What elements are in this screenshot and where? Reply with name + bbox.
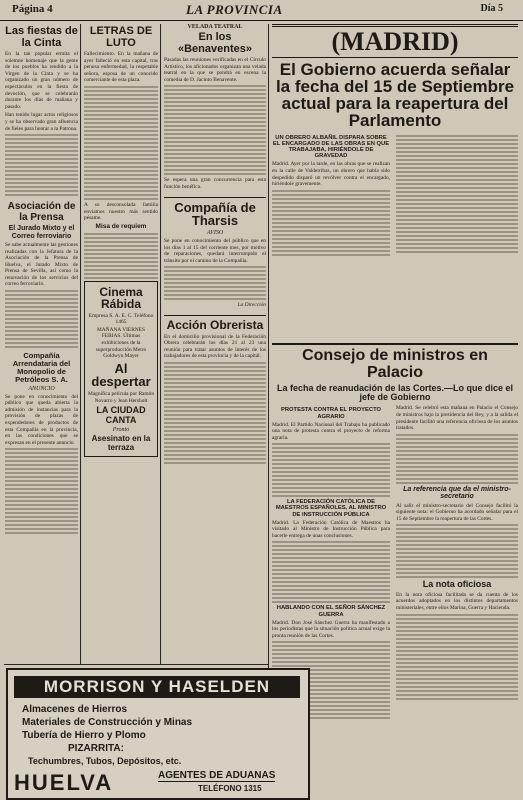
headline-consejo-ministros: Consejo de ministros en Palacio xyxy=(272,343,518,382)
ad-line-pizarrita: PIZARRITA: xyxy=(68,743,124,754)
film-title: Al despertar xyxy=(91,360,151,390)
subheadline-sanchez-guerra: HABLANDO CON EL SEÑOR SÁNCHEZ GUERRA xyxy=(276,605,386,618)
text-lines xyxy=(396,434,518,484)
headline-accion-obrerista: Acción Obrerista xyxy=(164,315,266,332)
article-text: Fallecimiento. En la mañana de ayer falleció en esta capital, tras penosa enfermedad, la respetable señora, esposa de un conocido comerciante de esta plaza. xyxy=(84,51,158,84)
article-text: Pasadas las reuniones verificadas en el Círculo Artístico, los aficionados organizan una velada teatral en la que se pondrá en escena la comedia de D. Jacinto Benavente. xyxy=(164,57,266,83)
ad-line-techumbres: Techumbres, Tubos, Depósitos, etc. xyxy=(28,756,182,766)
cinema-name: Cinema Rábida xyxy=(99,284,143,312)
ad-agentes-aduanas: AGENTES DE ADUANAS xyxy=(158,770,276,781)
page-header xyxy=(0,0,523,21)
news-col-b xyxy=(396,133,518,255)
article-text: Se espera una gran concurrencia para esta función benéfica. xyxy=(164,177,266,191)
cinema-program: MAÑANA VIERNES FERIAS. Últimas exhibiciones de la superproducción Metro Goldwyn Mayer xyxy=(95,326,147,360)
film-title-next: LA CIUDAD CANTA xyxy=(96,405,146,425)
text-lines xyxy=(396,524,518,578)
section-velada: VELADA TEATRAL xyxy=(187,24,243,30)
subheadline-jurado-mixto: El Jurado Mixto y el Correo ferroviario xyxy=(8,225,75,240)
page-number: Página 4 xyxy=(12,3,53,15)
ad-top-rule xyxy=(4,664,268,665)
text-lines xyxy=(396,614,518,700)
text-lines xyxy=(164,85,266,175)
ad-phone: TELÉFONO 1315 xyxy=(198,784,262,793)
headline-tharsis: Compañía de Tharsis xyxy=(164,197,266,228)
news-col-d xyxy=(396,405,518,796)
subheadline-protesta: PROTESTA CONTRA EL PROYECTO AGRARIO xyxy=(280,407,382,420)
article-text: Madrid. Se celebró esta mañana en Palacio el Consejo de ministros bajo la presidencia del Rey, y a la salida el presidente facilitó una referencia oficiosa de los asuntos tratados. xyxy=(396,405,518,432)
article-text: En el domicilio provisional de la Federación Obrera celebrarán los días 21 al 23 una reunión para tratar asuntos de interés de los trabajadores de esta provincia y de la capital. xyxy=(164,333,266,360)
cinema-company: Empresa S. A. E. C. Teléfono 1465 xyxy=(88,312,154,325)
ad-line-materiales: Materiales de Construcción y Minas xyxy=(22,717,193,728)
text-lines xyxy=(84,86,158,200)
cinema-rabida-ad xyxy=(84,281,158,457)
text-lines xyxy=(5,290,78,348)
column-rule xyxy=(80,24,81,664)
masthead: LA PROVINCIA xyxy=(186,2,283,17)
news-block-top xyxy=(272,133,518,343)
film-cast: Magnífica película por Ramón Novarro y Jean Hersholt xyxy=(88,391,155,404)
article-text: Han tenido lugar actos religiosos y se ha observado gran afluencia de fieles para honrar a la Patrona. xyxy=(5,112,78,132)
headline-letras-luto: LETRAS DE LUTO xyxy=(89,25,153,49)
main-headline: El Gobierno acuerda señalar la fecha del 15 de Septiembre actual para la reapertura del Parlamento xyxy=(275,60,515,130)
morrison-haselden-ad xyxy=(6,668,310,800)
headline-nota-oficiosa: La nota oficiosa xyxy=(422,579,492,590)
article-text: Se pone en conocimiento del público que en los días 1 al 15 del corriente mes, por motivo de reparaciones, quedará interrumpido el tránsito por el camino de la Compañía. xyxy=(164,237,266,264)
headline-asociacion-prensa: Asociación de la Prensa xyxy=(7,201,76,223)
film-title-asesinato: Asesinato en la terraza xyxy=(91,434,151,452)
section-madrid: (MADRID) xyxy=(272,24,518,58)
subheadline-cortes: La fecha de reanudación de las Cortes.—Lo que dice el jefe de Gobierno xyxy=(276,382,514,403)
ad-line-almacenes: Almacenes de Hierros xyxy=(22,704,128,715)
article-text: Madrid. Don José Sánchez Guerra ha manifestado a los periodistas que la situación política actual exige la pronta reunión de las Cortes. xyxy=(272,619,390,639)
column-2 xyxy=(84,24,158,662)
film-pronto: Pronto xyxy=(112,427,130,434)
subheadline-referencia: La referencia que da el ministro-secretario xyxy=(403,485,511,501)
headline-benaventes: En los «Benaventes» xyxy=(178,31,252,55)
article-text: Se pone en conocimiento del público que queda abierta la admisión de instancias para la provisión de plazas de expendedores de productos de esta Compañía en la provincia, en las condiciones que se expresan en el presente anuncio. xyxy=(5,393,78,446)
anuncio-label: ANUNCIO xyxy=(28,385,55,392)
article-text: Madrid. Ayer por la tarde, en las obras que se realizan en la calle de Valderribas, un obrero que había sido despedido disparó un revólver contra el encargado, hiriéndole gravemente. xyxy=(272,161,390,188)
article-text: A su desconsolada familia enviamos nuestro más sentido pésame. xyxy=(84,202,158,222)
column-3 xyxy=(164,24,266,662)
text-lines xyxy=(84,233,158,279)
article-text: Se sabe actualmente las gestiones realizadas con la Jefatura de la Asociación de la Prensa de Huelva, el Jurado Mixto de Prensa de Sevilla, así como la renovación de los servicios del correo ferroviario. xyxy=(5,241,78,288)
text-lines xyxy=(272,190,390,256)
ad-line-tuberia: Tubería de Hierro y Plomo xyxy=(22,730,146,741)
subheadline-misa: Misa de requiem xyxy=(95,222,147,230)
aviso-label: AVISO xyxy=(206,229,224,236)
headline-petroleos: Compañía Arrendataria del Monopolio de Petróleos S. A. xyxy=(12,351,71,384)
signature: La Dirección xyxy=(237,302,266,309)
text-lines xyxy=(5,134,78,196)
article-text: Al salir el ministro-secretario del Consejo facilitó la siguiente nota: el Gobierno ha acordado señalar para el 15 de Septiembre la reapertura de las Cortes. xyxy=(396,502,518,522)
article-text: En la tan popular ermita el solemne homenaje que la gente de los pueblos ha rendido a la Virgen de la Cinta y se ha organizado un gran número de espectáculos en la fiesta de devoción, que se celebrarán durante los días de mañana y pasado. xyxy=(5,51,78,110)
text-lines xyxy=(272,443,390,497)
text-lines xyxy=(164,362,266,464)
news-col-a xyxy=(272,133,390,258)
headline-fiestas-cinta: Las fiestas de la Cinta xyxy=(5,25,78,49)
text-lines xyxy=(5,448,78,534)
article-text: En la nota oficiosa facilitada se da cuenta de los acuerdos adoptados en los distintos departamentos ministeriales, entre ellos Marina, Guerra y Hacienda. xyxy=(396,591,518,611)
ad-company-name: MORRISON Y HASELDEN xyxy=(14,676,300,698)
column-rule xyxy=(160,24,161,664)
article-text: Madrid. La Federación Católica de Maestros ha visitado al Ministro de Instrucción Pública para hacerle entrega de unas conclusiones. xyxy=(272,519,390,539)
ad-city: HUELVA xyxy=(14,770,114,795)
subheadline-albanil: UN OBRERO ALBAÑIL DISPARA SOBRE EL ENCARGADO DE LAS OBRAS EN QUE TRABAJABA, HIRIÉNDOLE DE GRAVEDAD xyxy=(272,135,390,160)
column-1 xyxy=(5,24,78,662)
text-lines xyxy=(164,266,266,300)
page-date: Día 5 xyxy=(480,3,503,14)
text-lines xyxy=(396,135,518,253)
article-text: Madrid. El Partido Nacional del Trabajo ha publicado una nota de protesta contra el proyecto de reforma agraria. xyxy=(272,421,390,441)
subheadline-federacion: LA FEDERACIÓN CATÓLICA DE MAESTROS ESPAÑOLES, AL MINISTRO DE INSTRUCCIÓN PÚBLICA xyxy=(275,499,387,518)
text-lines xyxy=(272,541,390,603)
